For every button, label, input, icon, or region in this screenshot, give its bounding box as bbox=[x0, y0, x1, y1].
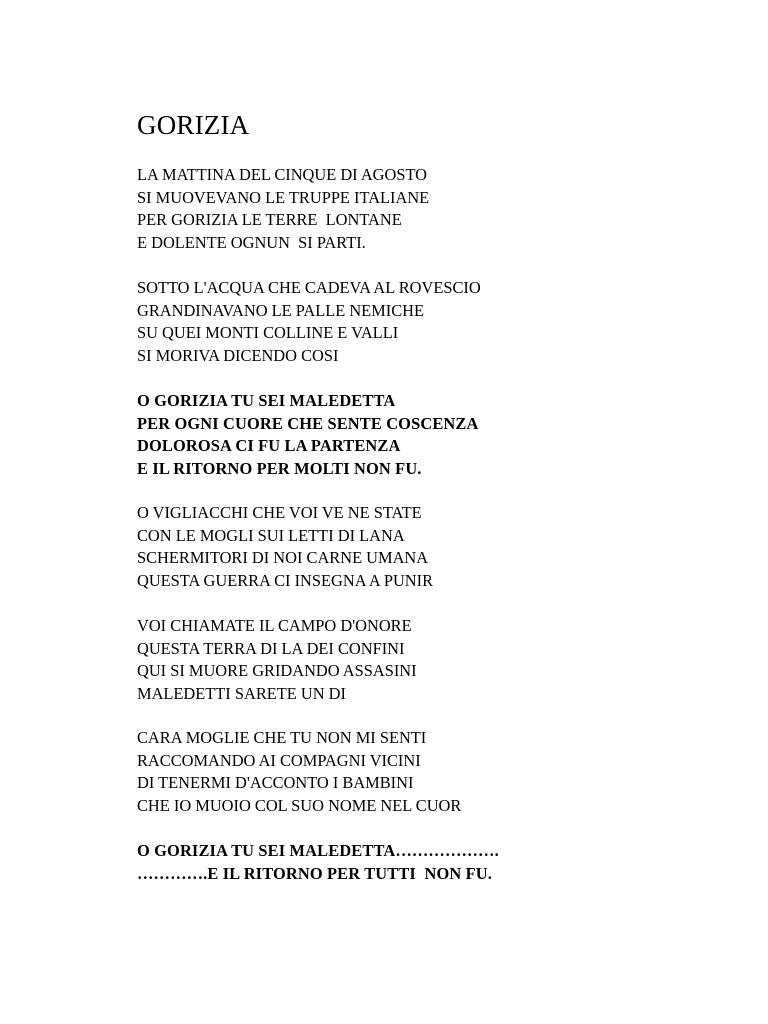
stanza-line: SCHERMITORI DI NOI CARNE UMANA bbox=[137, 548, 429, 568]
stanza-line: DI TENERMI D'ACCONTO I BAMBINI bbox=[137, 773, 414, 793]
stanza-5 bbox=[137, 615, 737, 705]
stanza-line: PER OGNI CUORE CHE SENTE COSCENZA bbox=[137, 413, 479, 433]
stanza-line: SI MUOVEVANO LE TRUPPE ITALIANE bbox=[137, 187, 430, 207]
stanza-line: RACCOMANDO AI COMPAGNI VICINI bbox=[137, 750, 421, 770]
stanza-line: GRANDINAVANO LE PALLE NEMICHE bbox=[137, 300, 424, 320]
stanza-6 bbox=[137, 727, 737, 817]
stanza-line: E IL RITORNO PER MOLTI NON FU. bbox=[137, 458, 422, 478]
stanza-line: O VIGLIACCHI CHE VOI VE NE STATE bbox=[137, 503, 422, 522]
stanza-line: QUESTA GUERRA CI INSEGNA A PUNIR bbox=[137, 570, 434, 590]
stanza-line: CARA MOGLIE CHE TU NON MI SENTI bbox=[137, 728, 427, 747]
stanza-line: E DOLENTE OGNUN SI PARTI. bbox=[137, 232, 366, 252]
stanza-7-closing-refrain bbox=[137, 840, 737, 885]
stanza-line: QUI SI MUORE GRIDANDO ASSASINI bbox=[137, 661, 417, 681]
stanza-line: MALEDETTI SARETE UN DI bbox=[137, 683, 346, 703]
stanza-line: DOLOROSA CI FU LA PARTENZA bbox=[137, 436, 401, 456]
stanza-line: ………….E IL RITORNO PER TUTTI NON FU. bbox=[137, 863, 492, 883]
stanza-line: VOI CHIAMATE IL CAMPO D'ONORE bbox=[137, 616, 412, 635]
stanza-line: SU QUEI MONTI COLLINE E VALLI bbox=[137, 323, 399, 343]
stanza-3-refrain bbox=[137, 390, 737, 480]
stanza-4 bbox=[137, 502, 737, 592]
stanza-line: LA MATTINA DEL CINQUE DI AGOSTO bbox=[137, 165, 428, 184]
poem-title: GORIZIA bbox=[137, 110, 250, 140]
stanza-line: PER GORIZIA LE TERRE LONTANE bbox=[137, 210, 402, 230]
stanza-2 bbox=[137, 277, 737, 367]
stanza-line: SOTTO L'ACQUA CHE CADEVA AL ROVESCIO bbox=[137, 278, 481, 297]
stanza-line: CHE IO MUOIO COL SUO NOME NEL CUOR bbox=[137, 795, 462, 815]
stanza-line: SI MORIVA DICENDO COSI bbox=[137, 345, 339, 365]
stanza-1 bbox=[137, 164, 737, 254]
stanza-line: O GORIZIA TU SEI MALEDETTA………………. bbox=[137, 841, 499, 860]
stanza-line: O GORIZIA TU SEI MALEDETTA bbox=[137, 391, 396, 410]
stanza-line: CON LE MOGLI SUI LETTI DI LANA bbox=[137, 525, 405, 545]
stanza-line: QUESTA TERRA DI LA DEI CONFINI bbox=[137, 638, 405, 658]
